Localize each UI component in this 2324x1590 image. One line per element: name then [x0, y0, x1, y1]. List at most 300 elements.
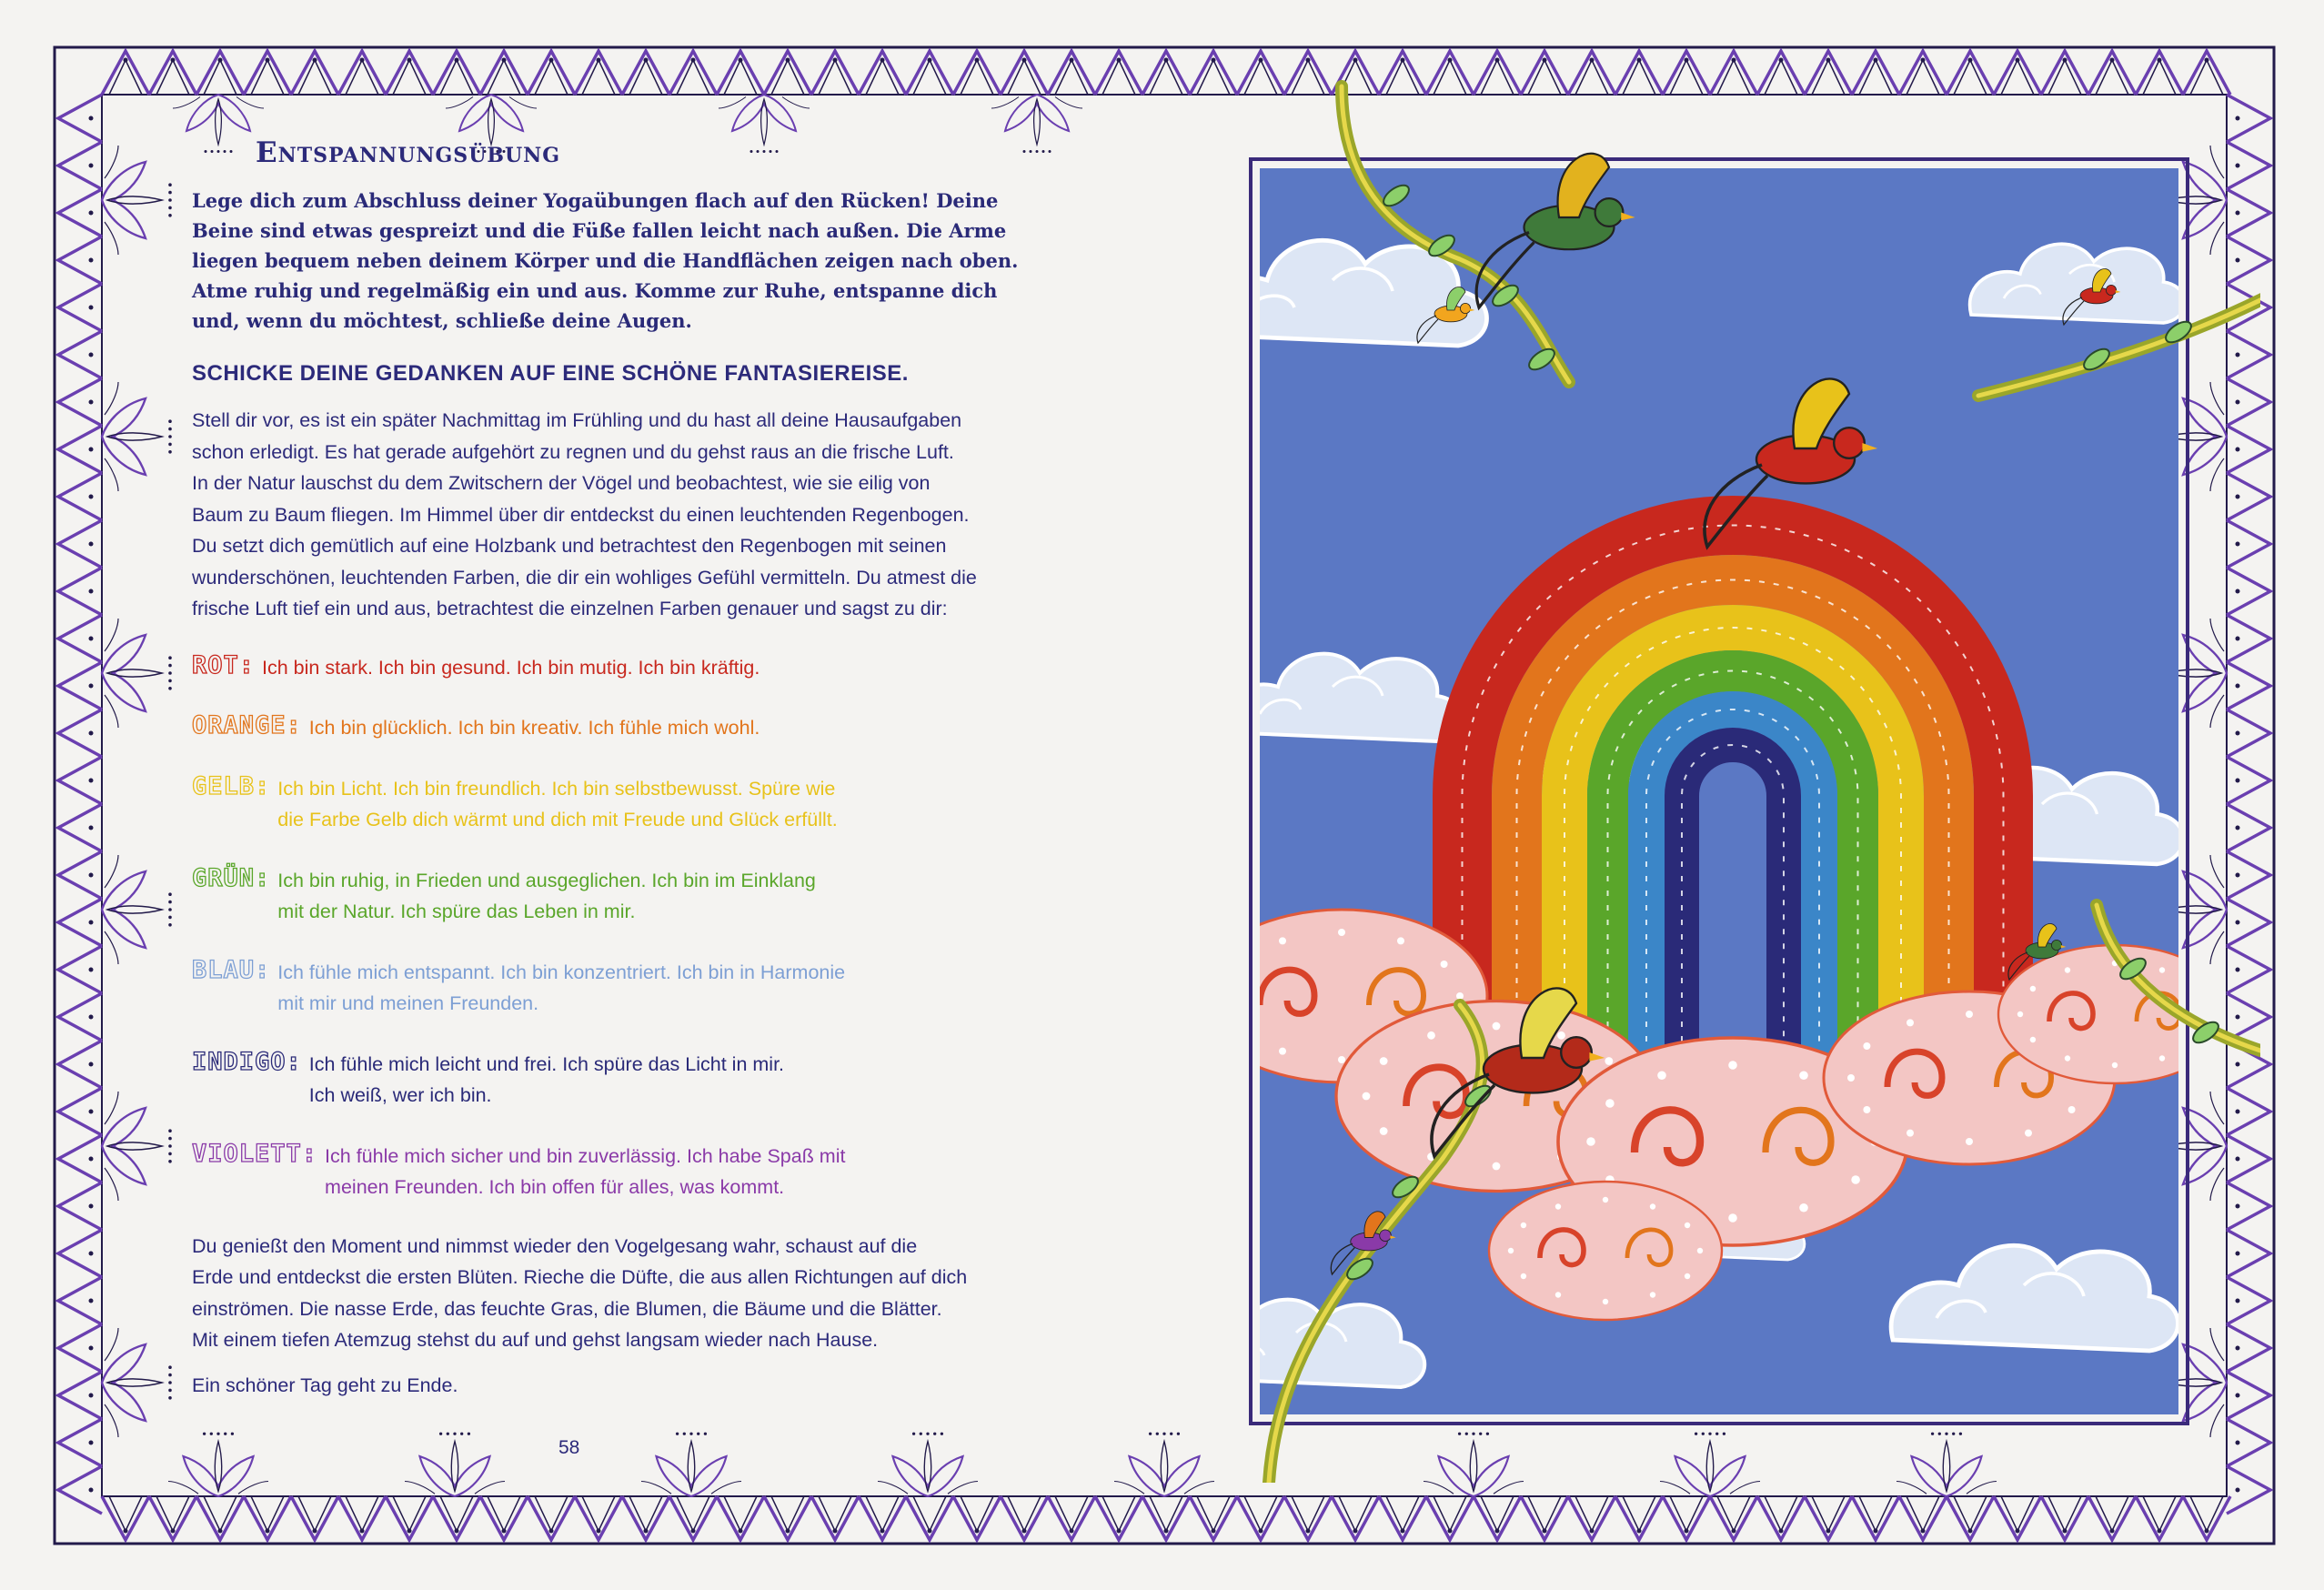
- affirmation-text: Ich bin ruhig, in Frieden und ausgeglichen. Ich bin im Einklang mit der Natur. Ich spüre das Leben in mir.: [277, 869, 816, 922]
- frame-dot: [1164, 1529, 1169, 1534]
- frame-triangle: [1332, 1496, 1379, 1540]
- lotus-ornament: [1114, 1433, 1214, 1496]
- frame-triangle-inner: [1055, 60, 1088, 95]
- frame-dot: [89, 1299, 94, 1303]
- frame-dot: [2063, 58, 2067, 63]
- frame-dot: [975, 1529, 980, 1534]
- affirmation-text: Ich fühle mich entspannt. Ich bin konzentriert. Ich bin in Harmonie mit mir und meinen Freunden.: [277, 961, 846, 1014]
- frame-dot: [89, 1015, 94, 1020]
- frame-triangle: [1142, 1496, 1190, 1540]
- frame-triangle-inner: [1717, 1496, 1750, 1531]
- frame-triangle-inner: [1575, 1496, 1608, 1531]
- affirmation-item: [192, 863, 1056, 928]
- frame-triangle: [622, 1496, 669, 1540]
- frame-triangle-inner: [1859, 1496, 1892, 1531]
- lotus-ornament: [102, 382, 172, 491]
- frame-dot: [407, 1529, 412, 1534]
- frame-triangle: [58, 1372, 102, 1419]
- closing-line: Ein schöner Tag geht zu Ende.: [192, 1374, 458, 1396]
- frame-triangle: [622, 51, 669, 95]
- frame-dot: [1543, 58, 1547, 63]
- frame-triangle: [528, 1496, 575, 1540]
- frame-dot: [1212, 1529, 1216, 1534]
- frame-triangle: [291, 1496, 338, 1540]
- frame-triangle: [1142, 51, 1190, 95]
- affirmation-item: [192, 955, 1056, 1020]
- frame-triangle: [764, 1496, 811, 1540]
- frame-triangle-inner: [1528, 1496, 1561, 1531]
- frame-dot: [928, 58, 932, 63]
- frame-triangle: [2041, 1496, 2088, 1540]
- frame-dot: [2016, 1529, 2020, 1534]
- affirmation-color-label: INDIGO:: [192, 1047, 302, 1076]
- frame-triangle: [1947, 1496, 1994, 1540]
- frame-triangle-inner: [582, 1496, 615, 1531]
- frame-dot: [1637, 1529, 1642, 1534]
- frame-dot: [171, 58, 176, 63]
- affirmation-color-label: GELB:: [192, 771, 271, 800]
- frame-dot: [1070, 58, 1074, 63]
- frame-triangle: [58, 1324, 102, 1372]
- frame-triangle: [102, 51, 149, 95]
- frame-dot: [1164, 58, 1169, 63]
- frame-triangle-inner: [2190, 1496, 2223, 1531]
- affirmation-text: Ich fühle mich sicher und bin zuverlässig. Ich habe Spaß mit meinen Freunden. Ich bin offen für alles, was kommt.: [325, 1144, 846, 1198]
- frame-dot: [928, 1529, 932, 1534]
- frame-triangle-inner: [535, 60, 568, 95]
- frame-dot: [644, 1529, 649, 1534]
- frame-dot: [89, 1346, 94, 1351]
- frame-dot: [89, 542, 94, 547]
- frame-dot: [1590, 58, 1595, 63]
- frame-triangle-inner: [677, 1496, 709, 1531]
- frame-triangle-inner: [771, 1496, 804, 1531]
- frame-dot: [89, 164, 94, 168]
- frame-triangle-inner: [819, 1496, 851, 1531]
- frame-triangle: [58, 95, 102, 142]
- frame-triangle: [1379, 1496, 1426, 1540]
- frame-dot: [1732, 1529, 1736, 1534]
- left-page-text: [192, 136, 1056, 1397]
- frame-triangle: [58, 662, 102, 709]
- frame-triangle-inner: [1102, 1496, 1135, 1531]
- frame-dot: [89, 968, 94, 972]
- frame-triangle-inner: [440, 1496, 473, 1531]
- frame-triangle: [953, 1496, 1001, 1540]
- frame-dot: [89, 921, 94, 925]
- frame-dot: [266, 58, 270, 63]
- frame-triangle-inner: [1102, 60, 1135, 95]
- frame-triangle: [58, 520, 102, 568]
- frame-dot: [89, 684, 94, 689]
- frame-dot: [691, 1529, 696, 1534]
- frame-triangle: [1615, 1496, 1663, 1540]
- outro-line: Mit einem tiefen Atemzug stehst du auf und gehst langsam wieder nach Hause.: [192, 1329, 879, 1351]
- frame-triangle: [433, 51, 480, 95]
- frame-dot: [1117, 58, 1122, 63]
- lotus-ornament: [102, 146, 172, 255]
- frame-dot: [89, 637, 94, 641]
- frame-triangle: [58, 709, 102, 757]
- frame-triangle: [1001, 1496, 1048, 1540]
- frame-dot: [455, 1529, 459, 1534]
- frame-triangle: [1521, 1496, 1568, 1540]
- frame-triangle: [480, 1496, 528, 1540]
- frame-dot: [1070, 1529, 1074, 1534]
- frame-dot: [89, 1441, 94, 1445]
- frame-dot: [1212, 58, 1216, 63]
- frame-triangle-inner: [866, 1496, 899, 1531]
- affirmation-color-label: ORANGE:: [192, 711, 302, 740]
- frame-triangle-inner: [251, 1496, 284, 1531]
- frame-triangle-inner: [109, 60, 142, 95]
- frame-triangle-inner: [2143, 1496, 2176, 1531]
- intro-paragraph: [192, 186, 1056, 336]
- story-line: wunderschönen, leuchtenden Farben, die dir ein wohliges Gefühl vermitteln. Du atmest die: [192, 566, 977, 589]
- frame-triangle-inner: [1434, 1496, 1466, 1531]
- frame-triangle: [58, 1182, 102, 1230]
- affirmation-color-label: BLAU:: [192, 955, 271, 984]
- frame-dot: [597, 1529, 601, 1534]
- frame-dot: [1117, 1529, 1122, 1534]
- frame-dot: [833, 1529, 838, 1534]
- frame-dot: [89, 779, 94, 783]
- frame-triangle: [58, 804, 102, 851]
- frame-dot: [266, 1529, 270, 1534]
- frame-dot: [975, 58, 980, 63]
- frame-triangle-inner: [961, 1496, 993, 1531]
- frame-dot: [549, 1529, 554, 1534]
- frame-dot: [1779, 1529, 1784, 1534]
- outro-line: einströmen. Die nasse Erde, das feuchte Gras, die Blumen, die Bäume und die Blätter.: [192, 1297, 942, 1320]
- frame-triangle-inner: [156, 60, 189, 95]
- frame-dot: [1590, 1529, 1595, 1534]
- frame-triangle: [244, 1496, 291, 1540]
- frame-dot: [89, 258, 94, 263]
- frame-triangle-inner: [1481, 1496, 1514, 1531]
- frame-triangle: [1426, 1496, 1474, 1540]
- frame-triangle-inner: [440, 60, 473, 95]
- frame-triangle-inner: [2096, 1496, 2128, 1531]
- frame-dot: [2158, 58, 2162, 63]
- frame-triangle-inner: [1812, 1496, 1845, 1531]
- frame-dot: [1495, 1529, 1500, 1534]
- frame-triangle: [669, 1496, 717, 1540]
- frame-triangle-inner: [629, 1496, 662, 1531]
- frame-triangle: [717, 51, 764, 95]
- frame-triangle: [58, 473, 102, 520]
- frame-triangle: [149, 51, 196, 95]
- frame-triangle-inner: [677, 60, 709, 95]
- frame-triangle: [1899, 1496, 1947, 1540]
- frame-triangle: [1568, 1496, 1615, 1540]
- frame-dot: [1921, 1529, 1926, 1534]
- frame-dot: [360, 58, 365, 63]
- intro-line: liegen bequem neben deinem Körper und die Handflächen zeigen nach oben.: [192, 249, 1019, 272]
- frame-triangle-inner: [1150, 60, 1182, 95]
- affirmation-color-label: GRÜN:: [192, 863, 271, 892]
- frame-triangle: [58, 1230, 102, 1277]
- white-cloud: [1223, 654, 1461, 741]
- lotus-ornament: [878, 1433, 978, 1496]
- frame-triangle: [58, 1135, 102, 1182]
- outro-paragraph: [192, 1231, 1056, 1356]
- story-line: In der Natur lauschst du dem Zwitschern der Vögel und beobachtest, wie sie eilig von: [192, 472, 931, 494]
- frame-triangle-inner: [1197, 1496, 1230, 1531]
- frame-dot: [89, 873, 94, 878]
- frame-triangle: [1852, 1496, 1899, 1540]
- frame-triangle: [102, 1496, 149, 1540]
- frame-dot: [502, 58, 507, 63]
- frame-triangle: [1048, 1496, 1095, 1540]
- frame-triangle: [58, 568, 102, 615]
- affirmation-item: [192, 650, 1056, 684]
- frame-dot: [1306, 1529, 1311, 1534]
- frame-dot: [2205, 1529, 2209, 1534]
- frame-triangle-inner: [1339, 1496, 1372, 1531]
- frame-dot: [1685, 1529, 1689, 1534]
- frame-dot: [89, 1394, 94, 1398]
- frame-triangle: [2136, 1496, 2183, 1540]
- frame-dot: [89, 731, 94, 736]
- frame-triangle: [1663, 1496, 1710, 1540]
- frame-triangle: [906, 1496, 953, 1540]
- frame-triangle: [1710, 1496, 1757, 1540]
- frame-dot: [1353, 1529, 1358, 1534]
- frame-triangle: [764, 51, 811, 95]
- frame-triangle-inner: [251, 60, 284, 95]
- frame-triangle-inner: [819, 60, 851, 95]
- frame-dot: [597, 58, 601, 63]
- frame-triangle: [196, 51, 244, 95]
- frame-dot: [2236, 1488, 2240, 1493]
- story-line: Du setzt dich gemütlich auf eine Holzbank und betrachtest den Regenbogen mit seinen: [192, 535, 947, 557]
- intro-line: und, wenn du möchtest, schließe deine Augen.: [192, 309, 692, 332]
- affirmation-text: Ich fühle mich leicht und frei. Ich spüre das Licht in mir. Ich weiß, wer ich bin.: [308, 1052, 785, 1106]
- frame-triangle: [58, 851, 102, 899]
- frame-triangle: [906, 51, 953, 95]
- frame-triangle: [433, 1496, 480, 1540]
- lotus-ornament: [102, 619, 172, 728]
- lotus-ornament: [168, 1433, 268, 1496]
- frame-dot: [1543, 1529, 1547, 1534]
- frame-dot: [1826, 1529, 1831, 1534]
- frame-dot: [89, 400, 94, 405]
- frame-triangle-inner: [1386, 1496, 1419, 1531]
- frame-triangle: [953, 51, 1001, 95]
- story-line: frische Luft tief ein und aus, betrachtest die einzelnen Farben genauer und sagst zu dir:: [192, 598, 948, 619]
- frame-triangle-inner: [1008, 60, 1041, 95]
- frame-dot: [1826, 58, 1831, 63]
- pink-cloud: [1998, 945, 2231, 1083]
- frame-triangle-inner: [913, 1496, 946, 1531]
- frame-dot: [644, 58, 649, 63]
- frame-triangle: [575, 1496, 622, 1540]
- frame-dot: [1353, 58, 1358, 63]
- frame-dot: [171, 1529, 176, 1534]
- affirmation-text: Ich bin glücklich. Ich bin kreativ. Ich fühle mich wohl.: [308, 717, 760, 739]
- intro-line: Lege dich zum Abschluss deiner Yogaübungen flach auf den Rücken! Deine: [192, 189, 999, 212]
- frame-dot: [89, 495, 94, 499]
- frame-triangle-inner: [2048, 1496, 2081, 1531]
- frame-triangle-inner: [1954, 1496, 1987, 1531]
- frame-triangle: [669, 51, 717, 95]
- frame-triangle: [811, 51, 859, 95]
- frame-triangle: [58, 1041, 102, 1088]
- frame-dot: [739, 1529, 743, 1534]
- frame-dot: [2110, 58, 2115, 63]
- frame-dot: [2110, 1529, 2115, 1534]
- intro-line: Beine sind etwas gespreizt und die Füße fallen leicht nach außen. Die Arme: [192, 219, 1007, 242]
- frame-dot: [1448, 58, 1453, 63]
- frame-dot: [1874, 1529, 1878, 1534]
- frame-triangle-inner: [629, 60, 662, 95]
- intro-line: Atme ruhig und regelmäßig ein und aus. Komme zur Ruhe, entspanne dich: [192, 279, 998, 302]
- frame-dot: [1259, 58, 1263, 63]
- frame-triangle: [575, 51, 622, 95]
- frame-dot: [218, 1529, 223, 1534]
- frame-triangle: [1994, 1496, 2041, 1540]
- affirmation-item: [192, 1139, 1056, 1203]
- outro-line: Du genießt den Moment und nimmst wieder den Vogelgesang wahr, schaust auf die: [192, 1234, 918, 1257]
- affirmation-item: [192, 710, 1056, 744]
- frame-triangle-inner: [1150, 1496, 1182, 1531]
- frame-triangle: [58, 615, 102, 662]
- frame-dot: [1779, 58, 1784, 63]
- frame-triangle: [528, 51, 575, 95]
- frame-triangle: [58, 946, 102, 993]
- frame-dot: [124, 58, 128, 63]
- frame-triangle-inner: [1906, 1496, 1939, 1531]
- frame-triangle: [859, 51, 906, 95]
- frame-triangle-inner: [204, 1496, 236, 1531]
- affirmation-color-label: VIOLETT:: [192, 1139, 318, 1168]
- frame-triangle: [58, 993, 102, 1041]
- story-line: Stell dir vor, es ist ein später Nachmittag im Frühling und du hast all deine Hausaufgaben: [192, 409, 962, 431]
- affirmation-item: [192, 771, 1056, 836]
- frame-dot: [89, 306, 94, 310]
- frame-triangle-inner: [582, 60, 615, 95]
- frame-triangle: [338, 51, 386, 95]
- frame-dot: [833, 58, 838, 63]
- frame-dot: [2016, 58, 2020, 63]
- frame-triangle: [58, 236, 102, 284]
- frame-triangle-inner: [298, 60, 331, 95]
- frame-triangle-inner: [298, 1496, 331, 1531]
- frame-triangle-inner: [913, 60, 946, 95]
- frame-dot: [1732, 58, 1736, 63]
- frame-triangle: [386, 51, 433, 95]
- lotus-ornament: [102, 1092, 172, 1201]
- frame-triangle-inner: [866, 60, 899, 95]
- frame-triangle-inner: [346, 1496, 378, 1531]
- frame-dot: [455, 58, 459, 63]
- frame-dot: [1968, 58, 1973, 63]
- frame-dot: [786, 58, 790, 63]
- frame-triangle-inner: [393, 60, 426, 95]
- frame-triangle: [1001, 51, 1048, 95]
- frame-dot: [89, 1157, 94, 1162]
- frame-dot: [89, 211, 94, 216]
- frame-triangle: [1048, 51, 1095, 95]
- affirmation-color-label: ROT:: [192, 650, 256, 679]
- story-line: schon erledigt. Es hat gerade aufgehört zu regnen und du gehst raus an die frische Luft.: [192, 440, 954, 463]
- lotus-ornament: [405, 1433, 505, 1496]
- frame-dot: [1259, 1529, 1263, 1534]
- frame-triangle-inner: [1008, 1496, 1041, 1531]
- frame-dot: [2063, 1529, 2067, 1534]
- lotus-ornament: [102, 855, 172, 964]
- outro-line: Erde und entdeckst die ersten Blüten. Rieche die Düfte, die aus allen Richtungen auf dich: [192, 1266, 968, 1288]
- frame-triangle: [196, 1496, 244, 1540]
- frame-dot: [1401, 58, 1405, 63]
- frame-triangle: [859, 1496, 906, 1540]
- affirmation-text: Ich bin stark. Ich bin gesund. Ich bin mutig. Ich bin kräftig.: [262, 656, 760, 679]
- frame-triangle: [58, 426, 102, 473]
- frame-triangle: [58, 899, 102, 946]
- subheading: SCHICKE DEINE GEDANKEN AUF EINE SCHÖNE FANTASIEREISE.: [192, 361, 909, 386]
- frame-dot: [786, 1529, 790, 1534]
- affirmation-text: Ich bin Licht. Ich bin freundlich. Ich bin selbstbewusst. Spüre wie die Farbe Gelb dich wärmt und dich mit Freude und Glück erfüllt.: [277, 777, 838, 830]
- frame-triangle: [1284, 1496, 1332, 1540]
- frame-triangle-inner: [488, 60, 520, 95]
- frame-dot: [313, 58, 317, 63]
- lotus-ornament: [102, 1328, 172, 1437]
- frame-dot: [1968, 1529, 1973, 1534]
- frame-triangle-inner: [156, 1496, 189, 1531]
- frame-triangle-inner: [961, 60, 993, 95]
- frame-dot: [1921, 58, 1926, 63]
- frame-triangle-inner: [724, 1496, 757, 1531]
- page-title: Entspannungsübung: [256, 136, 561, 169]
- frame-triangle: [58, 331, 102, 378]
- frame-triangle: [58, 142, 102, 189]
- lotus-ornament: [641, 1433, 741, 1496]
- frame-dot: [880, 1529, 885, 1534]
- frame-triangle-inner: [109, 1496, 142, 1531]
- affirmation-item: [192, 1047, 1056, 1112]
- frame-triangle: [291, 51, 338, 95]
- story-paragraph: [192, 405, 1056, 625]
- frame-triangle: [2183, 1496, 2230, 1540]
- frame-dot: [89, 116, 94, 121]
- frame-triangle: [386, 1496, 433, 1540]
- frame-triangle: [58, 1419, 102, 1466]
- frame-triangle: [338, 1496, 386, 1540]
- frame-triangle: [58, 378, 102, 426]
- pink-cloud: [1489, 1182, 1722, 1320]
- frame-triangle: [149, 1496, 196, 1540]
- frame-triangle: [1237, 1496, 1284, 1540]
- frame-triangle: [717, 1496, 764, 1540]
- frame-triangle: [58, 189, 102, 236]
- frame-triangle: [58, 1088, 102, 1135]
- frame-dot: [1022, 58, 1027, 63]
- frame-dot: [1637, 58, 1642, 63]
- frame-dot: [502, 1529, 507, 1534]
- frame-triangle: [1757, 1496, 1805, 1540]
- frame-triangle-inner: [724, 60, 757, 95]
- frame-dot: [1022, 1529, 1027, 1534]
- frame-dot: [2158, 1529, 2162, 1534]
- frame-dot: [89, 1252, 94, 1256]
- frame-dot: [89, 1062, 94, 1067]
- frame-triangle-inner: [1244, 1496, 1277, 1531]
- frame-dot: [691, 58, 696, 63]
- frame-dot: [218, 58, 223, 63]
- frame-triangle: [1805, 1496, 1852, 1540]
- frame-dot: [549, 58, 554, 63]
